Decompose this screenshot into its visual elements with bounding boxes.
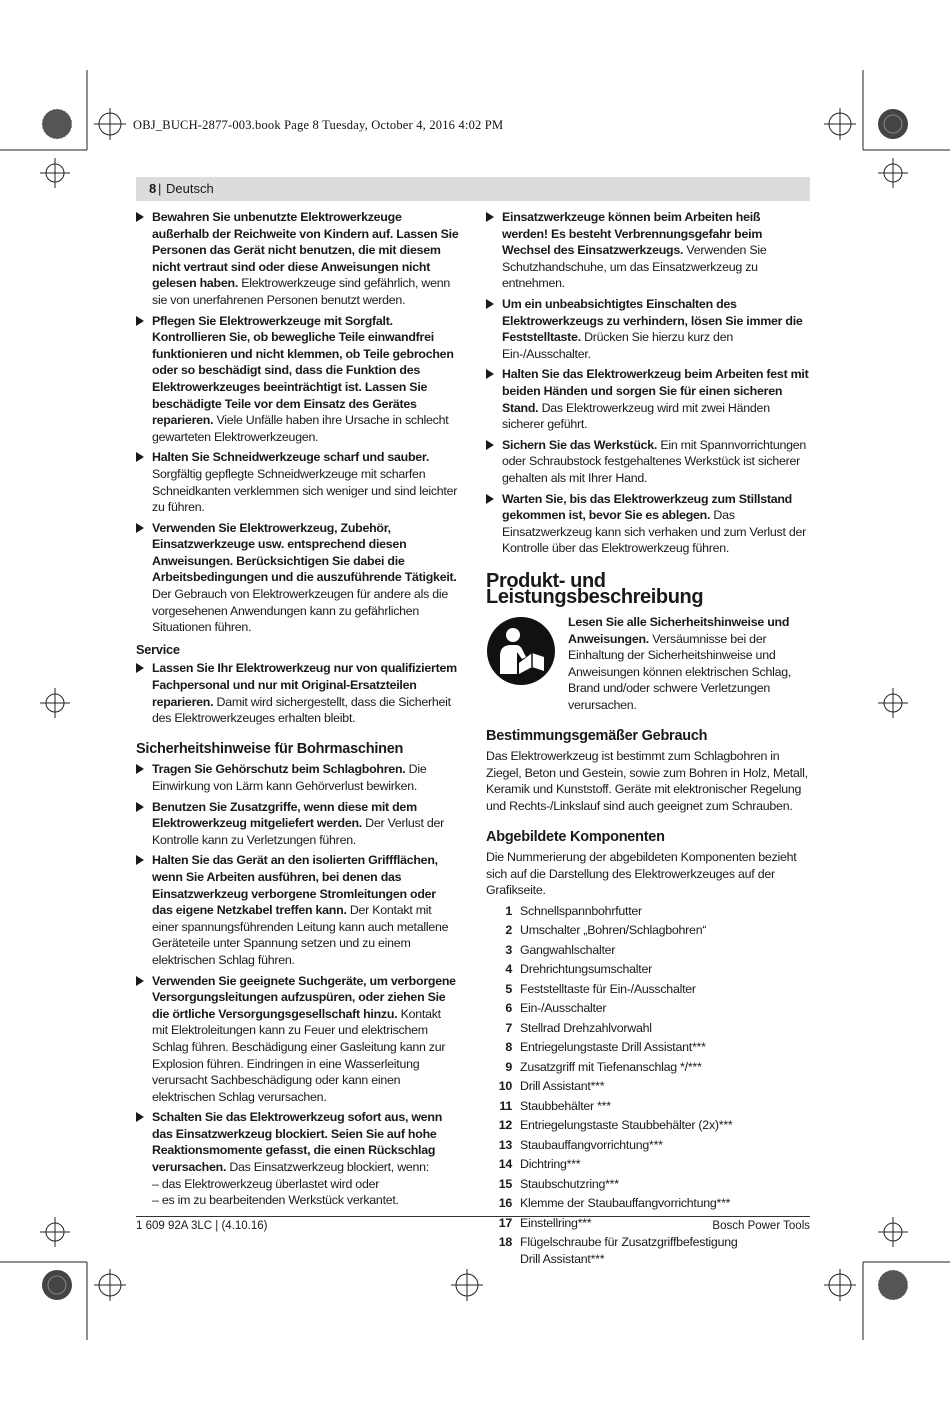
intended-use-heading: Bestimmungsgemäßer Gebrauch: [486, 727, 708, 744]
bullet-bold-text: Tragen Sie Gehörschutz beim Schlagbohren.: [152, 762, 406, 777]
bullet-arrow-icon: [136, 764, 144, 774]
bullet-text: Das Elektrowerkzeug wird mit zwei Händen sicherer geführt.: [502, 400, 770, 432]
bullet-item: [136, 660, 459, 726]
bullet-text: Ein mit Spannvorrichtungen oder Schraubstock festgehaltenes Werkstück ist sicherer gehalten als mit Ihrer Hand.: [502, 437, 807, 485]
component-item: [486, 1195, 809, 1212]
bullet-arrow-icon: [136, 855, 144, 865]
bullet-text: Viele Unfälle haben ihre Ursache in schlecht gewarteten Elektrowerkzeugen.: [152, 413, 449, 444]
bullet-item: [136, 852, 459, 968]
component-label: Ein-/Ausschalter: [520, 1001, 607, 1016]
bullet-arrow-icon: [136, 663, 144, 673]
component-item: [486, 922, 809, 939]
component-item: [486, 1000, 809, 1017]
component-number: 18: [498, 1235, 512, 1250]
service-label: Service: [136, 641, 180, 657]
component-number: 2: [505, 923, 512, 938]
footer-doc-id: 1 609 92A 3LC | (4.10.16): [136, 1220, 268, 1232]
component-item: [486, 1059, 809, 1076]
bullet-item: [486, 491, 809, 557]
bullet-text: Der Gebrauch von Elektrowerkzeugen für andere als die vorgesehenen Anwendungen kann zu gefährlichen Situationen führen.: [152, 587, 448, 635]
component-number: 15: [498, 1176, 512, 1191]
component-item: [486, 961, 809, 978]
component-item: [486, 1234, 809, 1267]
component-label: Einstellring***: [520, 1215, 592, 1230]
header-separator: |: [158, 181, 162, 196]
component-item: [486, 1176, 809, 1193]
component-label: Staubauffangvorrichtung***: [520, 1137, 663, 1152]
component-label: Drehrichtungsumschalter: [520, 962, 652, 977]
bullet-arrow-icon: [136, 316, 144, 326]
bullet-arrow-icon: [486, 494, 494, 504]
bullet-item: [486, 366, 809, 432]
bullet-bold-text: Lassen Sie Ihr Elektrowerkzeug nur von qualifiziertem Fachpersonal und nur mit Original-Ersatzteilen reparieren.: [152, 661, 457, 709]
component-number: 6: [505, 1001, 512, 1016]
bullet-arrow-icon: [136, 1112, 144, 1122]
drill-safety-heading: Sicherheitshinweise für Bohrmaschinen: [136, 740, 404, 757]
bullet-arrow-icon: [486, 299, 494, 309]
components-heading: Abgebildete Komponenten: [486, 828, 665, 845]
bullet-bold-text: Um ein unbeabsichtigtes Einschalten des Elektrowerkzeugs zu verhindern, lösen Sie immer die Feststelltaste.: [502, 296, 803, 345]
bullet-arrow-icon: [136, 976, 144, 986]
bullet-text: Elektrowerkzeuge sind gefährlich, wenn sie von unerfahrenen Personen benutzt werden.: [152, 276, 451, 307]
components-intro-text: Die Nummerierung der abgebildeten Komponenten bezieht sich auf die Darstellung des Elektrowerkzeuges auf der Grafikseite.: [486, 850, 797, 898]
bullet-item: [486, 296, 809, 362]
component-item: [486, 1098, 809, 1115]
bullet-item: [136, 973, 459, 1106]
safety-warning-block: [486, 614, 809, 714]
bullet-bold-text: Schalten Sie das Elektrowerkzeug sofort aus, wenn das Einsatzwerkzeug blockiert. Seien Sie auf hohe Reaktionsmomente gefasst, die einen Rückschlag verursachen.: [152, 1110, 443, 1175]
bullet-item: [136, 799, 459, 849]
component-label: Flügelschraube für Zusatzgriffbefestigung Drill Assistant***: [520, 1235, 738, 1266]
bullet-arrow-icon: [486, 369, 494, 379]
warning-bold-text: Lesen Sie alle Sicherheitshinweise und Anweisungen.: [568, 615, 790, 646]
bullet-text: Der Kontakt mit einer spannungsführenden Leitung kann auch metallene Geräteteile unter Spannung setzen und zu einem elektrischen Schlag führen.: [152, 903, 449, 967]
bullet-arrow-icon: [136, 802, 144, 812]
bullet-bold-text: Benutzen Sie Zusatzgriffe, wenn diese mit dem Elektrowerkzeug mitgeliefert werden.: [152, 799, 417, 831]
left-column: [136, 209, 459, 1209]
bullet-text: Das Einsatzwerkzeug blockiert, wenn:: [226, 1160, 430, 1175]
header-language: Deutsch: [166, 181, 214, 196]
product-description-heading: Produkt- und Leistungsbeschreibung: [486, 569, 704, 609]
bullet-text: Kontakt mit Elektroleitungen kann zu Feuer und elektrischem Schlag führen. Beschädigung einer Gasleitung kann zur Explosion führen. Eindringen in eine Wasserleitung verursacht Sachbeschädigung oder kann einen elektrischen Schlag verursachen.: [152, 1006, 446, 1104]
printer-info-line: OBJ_BUCH-2877-003.book Page 8 Tuesday, October 4, 2016 4:02 PM: [133, 118, 504, 132]
component-label: Entriegelungstaste Drill Assistant***: [520, 1040, 706, 1055]
page-header-bar: [136, 177, 810, 201]
component-number: 16: [498, 1196, 512, 1211]
component-list: [486, 903, 809, 1267]
component-label: Gangwahlschalter: [520, 942, 616, 957]
bullet-bold-text: Einsatzwerkzeuge können beim Arbeiten heiß werden! Es besteht Verbrennungsgefahr beim Wechsel des Einsatzwerkzeugs.: [502, 210, 763, 258]
bullet-item: [136, 1109, 459, 1209]
component-label: Schnellspannbohrfutter: [520, 903, 642, 918]
component-number: 1: [505, 903, 512, 918]
bullet-text: Das Einsatzwerkzeug kann sich verhaken und zum Verlust der Kontrolle über das Elektrowerkzeug führen.: [502, 508, 807, 556]
bullet-arrow-icon: [486, 440, 494, 450]
bullet-text: Sorgfältig gepflegte Schneidwerkzeuge mit scharfen Schneidkanten verklemmen sich weniger und sind leichter zu führen.: [152, 466, 458, 515]
bullet-bold-text: Verwenden Sie Elektrowerkzeug, Zubehör, Einsatzwerkzeuge usw. entsprechend diesen Anweisungen. Berücksichtigen Sie dabei die Arbeitsbedingungen und die auszuführende Tätigkeit.: [152, 520, 457, 585]
component-number: 17: [498, 1215, 512, 1230]
component-label: Drill Assistant***: [520, 1079, 605, 1094]
component-label: Dichtring***: [520, 1157, 581, 1172]
bullet-bold-text: Warten Sie, bis das Elektrowerkzeug zum Stillstand gekommen ist, bevor Sie es ablegen.: [502, 491, 792, 523]
component-number: 5: [505, 981, 512, 996]
component-number: 4: [505, 962, 512, 977]
bullet-bold-text: Halten Sie das Elektrowerkzeug beim Arbeiten fest mit beiden Händen und sorgen Sie für einen sicheren Stand.: [502, 367, 809, 415]
component-item: [486, 1156, 809, 1173]
warning-text: Versäumnisse bei der Einhaltung der Sicherheitshinweise und Anweisungen können elektrischen Schlag, Brand und/oder schwere Verletzungen verursachen.: [568, 631, 792, 713]
component-item: [486, 1078, 809, 1095]
intended-use-text: Das Elektrowerkzeug ist bestimmt zum Schlagbohren in Ziegel, Beton und Gestein, sowie zum Bohren in Holz, Metall, Keramik und Kunststoff. Geräte mit elektronischer Regelung und Rechts-/Linkslauf sind auch geeignet zum Schrauben.: [486, 749, 808, 813]
bullet-arrow-icon: [136, 523, 144, 533]
component-item: [486, 1137, 809, 1154]
bullet-bold-text: Bewahren Sie unbenutzte Elektrowerkzeuge außerhalb der Reichweite von Kindern auf. Lassen Sie Personen das Gerät nicht benutzen, die mit diesem nicht vertraut sind oder diese Anweisungen nicht gelesen haben.: [152, 210, 459, 291]
component-label: Entriegelungstaste Staubbehälter (2x)***: [520, 1118, 733, 1133]
bullet-bold-text: Sichern Sie das Werkstück.: [502, 437, 658, 452]
right-column: [486, 209, 809, 1270]
bullet-text: Drücken Sie hierzu kurz den Ein-/Ausschalter.: [502, 330, 733, 361]
bullet-arrow-icon: [136, 212, 144, 222]
bullet-text: Die Einwirkung von Lärm kann Gehörverlust bewirken.: [152, 762, 427, 793]
component-item: [486, 1117, 809, 1134]
footer-brand: Bosch Power Tools: [712, 1220, 810, 1232]
page-number: 8: [149, 181, 157, 196]
component-number: 14: [498, 1157, 512, 1172]
bullet-item: [486, 209, 809, 292]
bullet-item: [136, 449, 459, 515]
component-label: Zusatzgriff mit Tiefenanschlag */***: [520, 1059, 702, 1074]
safety-warning-text: [568, 614, 809, 714]
bullet-arrow-icon: [136, 452, 144, 462]
bullet-bold-text: Halten Sie Schneidwerkzeuge scharf und sauber.: [152, 450, 430, 465]
bullet-text: Verwenden Sie Schutzhandschuhe, um das Einsatzwerkzeug zu entnehmen.: [502, 243, 767, 291]
component-number: 12: [498, 1118, 512, 1133]
component-number: 11: [499, 1098, 512, 1113]
bullet-item: [136, 313, 459, 446]
component-number: 9: [505, 1059, 512, 1074]
component-number: 8: [505, 1040, 512, 1055]
component-number: 10: [498, 1079, 512, 1094]
bullet-item: [136, 209, 459, 309]
bullet-bold-text: Halten Sie das Gerät an den isolierten Griffflächen, wenn Sie Arbeiten ausführen, bei denen das Einsatzwerkzeug verborgene Stromleitungen oder das eigene Netzkabel treffen kann.: [152, 853, 438, 918]
component-item: [486, 903, 809, 920]
component-number: 3: [505, 942, 512, 957]
component-number: 7: [505, 1020, 512, 1035]
component-item: [486, 942, 809, 959]
component-item: [486, 981, 809, 998]
component-item: [486, 1020, 809, 1037]
bullet-text: Damit wird sichergestellt, dass die Sicherheit des Elektrowerkzeuges erhalten bleibt.: [152, 694, 451, 726]
dash-item: – das Elektrowerkzeug überlastet wird oder: [152, 1176, 380, 1191]
read-manual-icon: [486, 616, 556, 686]
component-label: Staubbehälter ***: [520, 1098, 611, 1113]
component-label: Stellrad Drehzahlvorwahl: [520, 1020, 652, 1035]
component-label: Feststelltaste für Ein-/Ausschalter: [520, 981, 696, 996]
bullet-arrow-icon: [486, 212, 494, 222]
bullet-bold-text: Verwenden Sie geeignete Suchgeräte, um verborgene Versorgungsleitungen aufzuspüren, oder ziehen Sie die örtliche Versorgungsgesellschaft hinzu.: [152, 973, 456, 1021]
bullet-bold-text: Pflegen Sie Elektrowerkzeuge mit Sorgfalt. Kontrollieren Sie, ob bewegliche Teile einwandfrei funktionieren und nicht klemmen, ob Teile gebrochen oder so beschädigt sind, dass die Funktion des Elektrowerkzeuges beeinträchtigt ist. Lassen Sie beschädigte Teile vor dem Einsatz des Gerätes reparieren.: [152, 313, 454, 428]
bullet-item: [486, 437, 809, 487]
component-label: Staubschutzring***: [520, 1176, 619, 1191]
bullet-text: Der Verlust der Kontrolle kann zu Verletzungen führen.: [152, 816, 445, 847]
bullet-item: [136, 520, 459, 636]
component-label: Umschalter „Bohren/Schlagbohren“: [520, 923, 707, 938]
bullet-item: [136, 761, 459, 794]
component-label: Klemme der Staubauffangvorrichtung***: [520, 1196, 731, 1211]
dash-item: – es im zu bearbeitenden Werkstück verkantet.: [152, 1193, 399, 1208]
component-number: 13: [498, 1137, 512, 1152]
component-item: [486, 1039, 809, 1056]
